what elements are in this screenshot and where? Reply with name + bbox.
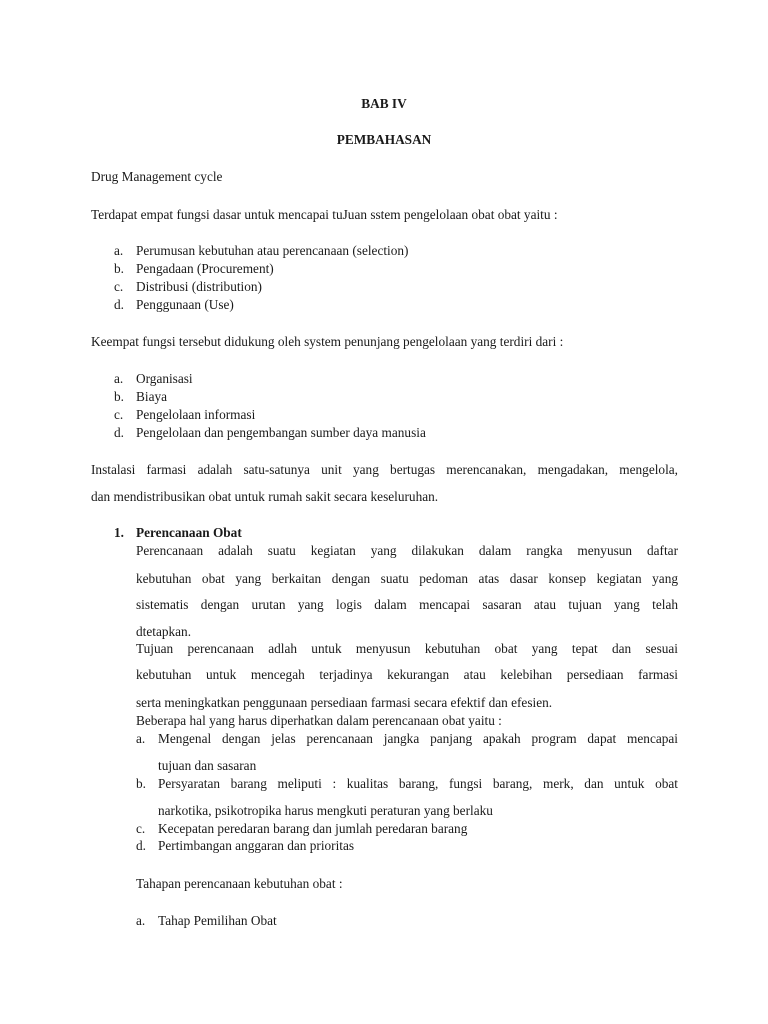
list-item: Organisasi bbox=[136, 371, 193, 386]
list-marker: a. bbox=[114, 243, 124, 258]
list-marker: d. bbox=[114, 297, 124, 312]
section-heading: Perencanaan Obat bbox=[136, 525, 242, 540]
paragraph-line: Beberapa hal yang harus diperhatkan dalam perencanaan obat yaitu : bbox=[136, 713, 502, 728]
paragraph-line: Perencanaan adalah suatu kegiatan yang dilakukan dalam rangka menyusun daftar bbox=[136, 543, 678, 558]
page-title: PEMBAHASAN bbox=[336, 132, 432, 147]
tahapan-label: Tahapan perencanaan kebutuhan obat : bbox=[136, 876, 343, 891]
list-item: Pengelolaan dan pengembangan sumber daya manusia bbox=[136, 425, 426, 440]
paragraph-line: serta meningkatkan penggunaan persediaan farmasi secara efektif dan efesien. bbox=[136, 695, 553, 710]
list-item: Perumusan kebutuhan atau perencanaan (selection) bbox=[136, 243, 409, 258]
list-item: Penggunaan (Use) bbox=[136, 297, 234, 312]
list-item: Mengenal dengan jelas perencanaan jangka panjang apakah program dapat mencapai bbox=[158, 731, 678, 746]
support-intro: Keempat fungsi tersebut didukung oleh system penunjang pengelolaan yang terdiri dari : bbox=[91, 334, 564, 349]
paragraph-line: sistematis dengan urutan yang logis dalam mencapai sasaran atau tujuan yang telah bbox=[136, 597, 678, 612]
list-item: Distribusi (distribution) bbox=[136, 279, 262, 294]
list-marker: d. bbox=[136, 838, 146, 853]
list-item: Persyaratan barang meliputi : kualitas barang, fungsi barang, merk, dan untuk obat bbox=[158, 776, 678, 791]
instalasi-line: Instalasi farmasi adalah satu-satunya unit yang bertugas merencanakan, mengadakan, mengelola, bbox=[91, 462, 678, 477]
list-item: Tahap Pemilihan Obat bbox=[158, 913, 277, 928]
list-marker: c. bbox=[114, 407, 124, 422]
list-item: Pertimbangan anggaran dan prioritas bbox=[158, 838, 355, 853]
paragraph-line: dtetapkan. bbox=[136, 624, 192, 639]
section-number: 1. bbox=[114, 525, 124, 540]
list-item: Kecepatan peredaran barang dan jumlah peredaran barang bbox=[158, 821, 468, 836]
list-item: Pengadaan (Procurement) bbox=[136, 261, 274, 276]
list-marker: c. bbox=[114, 279, 124, 294]
instalasi-line: dan mendistribusikan obat untuk rumah sakit secara keseluruhan. bbox=[91, 489, 439, 504]
list-item: tujuan dan sasaran bbox=[158, 758, 257, 773]
list-marker: b. bbox=[136, 776, 146, 791]
list-marker: a. bbox=[136, 913, 146, 928]
list-marker: d. bbox=[114, 425, 124, 440]
list-item: Pengelolaan informasi bbox=[136, 407, 256, 422]
chapter-heading: BAB IV bbox=[361, 96, 407, 111]
list-item: narkotika, psikotropika harus mengkuti peraturan yang berlaku bbox=[158, 803, 493, 818]
intro-paragraph: Terdapat empat fungsi dasar untuk mencapai tuJuan sstem pengelolaan obat obat yaitu : bbox=[91, 207, 558, 222]
paragraph-line: kebutuhan untuk mencegah terjadinya kekurangan atau kelebihan persediaan farmasi bbox=[136, 667, 678, 682]
list-item: Biaya bbox=[136, 389, 168, 404]
paragraph-line: kebutuhan obat yang berkaitan dengan suatu pedoman atas dasar konsep kegiatan yang bbox=[136, 571, 678, 586]
list-marker: a. bbox=[114, 371, 124, 386]
list-marker: b. bbox=[114, 389, 124, 404]
list-marker: a. bbox=[136, 731, 146, 746]
list-marker: b. bbox=[114, 261, 124, 276]
subtitle: Drug Management cycle bbox=[91, 169, 223, 184]
paragraph-line: Tujuan perencanaan adlah untuk menyusun kebutuhan obat yang tepat dan sesuai bbox=[136, 641, 678, 656]
list-marker: c. bbox=[136, 821, 146, 836]
